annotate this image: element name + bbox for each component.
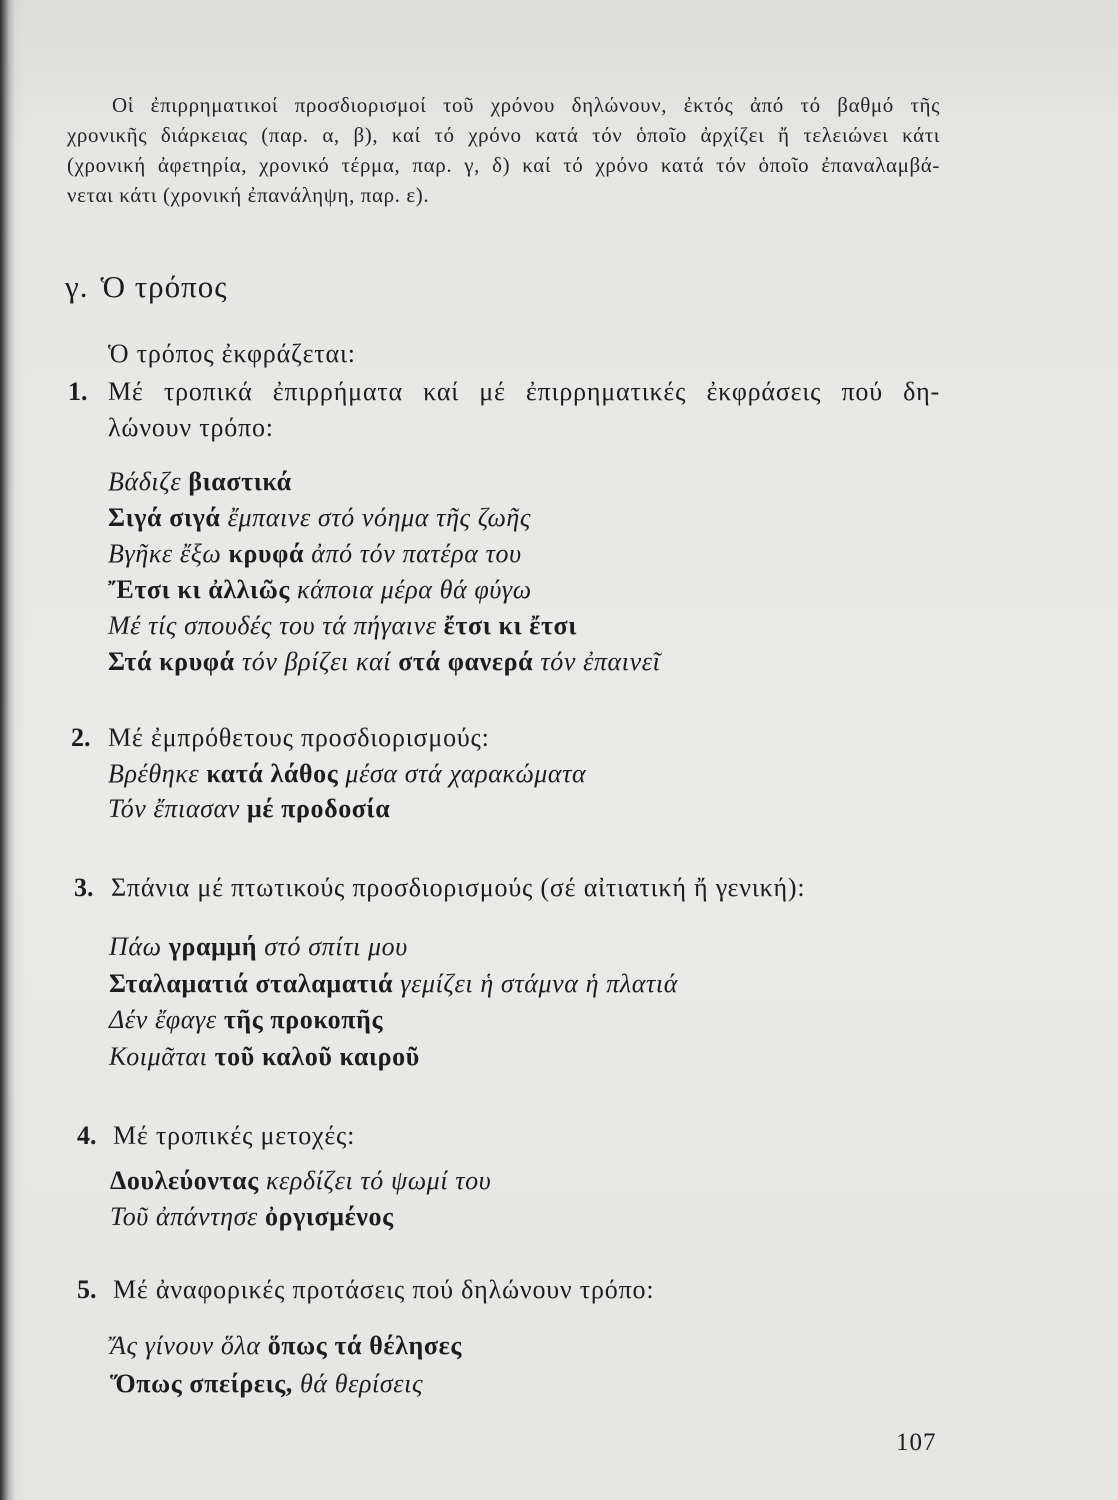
example-list-3 — [109, 929, 1009, 1076]
intro-line — [67, 180, 940, 210]
example-bold-run: τοῦ καλοῦ καιροῦ — [214, 1042, 420, 1072]
example-line — [108, 464, 1008, 500]
example-bold-run: Σιγά σιγά — [108, 503, 221, 532]
item-text-line — [111, 870, 931, 906]
example-bold-run: Δουλεύοντας — [110, 1166, 259, 1195]
example-sentence — [110, 1331, 462, 1360]
example-line — [109, 1039, 1009, 1076]
example-list-4 — [110, 1163, 1010, 1235]
example-line — [108, 756, 1008, 791]
item-text-line-text: Μέ τροπικά ἐπιρρήματα καί μέ ἐπιρρηματικές ἐκφράσεις πού δη- — [108, 377, 940, 406]
example-bold-run: Ὅπως σπείρεις, — [110, 1369, 293, 1398]
intro-line — [67, 120, 940, 150]
example-bold-run: Ἔτσι κι ἀλλιῶς — [108, 575, 290, 604]
example-sentence — [108, 467, 292, 496]
example-bold-run: βιαστικά — [188, 467, 292, 496]
item-text-line-text: Μέ ἀναφορικές προτάσεις πού δηλώνουν τρόπο: — [113, 1275, 655, 1304]
example-italic-run: Μέ τίς σπουδές του τά πήγαινε — [108, 611, 444, 640]
example-italic-run: Κοιμᾶται — [109, 1042, 215, 1072]
item-text-line — [108, 374, 940, 410]
example-sentence — [109, 969, 678, 998]
item-number: 3. — [74, 873, 94, 902]
item-text-line-text: Μέ τροπικές μετοχές: — [113, 1121, 356, 1150]
example-italic-run: Βγῆκε ἔξω — [108, 539, 229, 568]
example-bold-run: Σταλαματιά σταλαματιά — [109, 968, 394, 998]
example-sentence — [109, 1005, 383, 1034]
example-italic-run: κερδίζει τό ψωμί του — [258, 1166, 492, 1195]
example-list-5 — [110, 1327, 1010, 1403]
item-text — [113, 1272, 933, 1308]
example-line — [110, 1199, 1010, 1235]
item-text — [108, 374, 940, 446]
item-text — [108, 720, 940, 756]
example-line — [109, 966, 1009, 1003]
section-title: Ὁ τρόπος — [100, 269, 228, 304]
example-bold-run: κατά λάθος — [206, 759, 339, 788]
item-text-line-text: λώνουν τρόπο: — [108, 413, 274, 442]
section-lead-line — [108, 336, 808, 372]
item-number: 4. — [77, 1121, 97, 1150]
list-item-1 — [0, 374, 1118, 446]
item-number: 1. — [68, 377, 88, 406]
example-italic-run: θά θερίσεις — [292, 1369, 424, 1398]
example-line — [110, 1163, 1010, 1199]
example-bold-run: μέ προδοσία — [247, 794, 391, 823]
example-bold-run: Στά κρυφά — [108, 647, 235, 676]
example-italic-run: Βρέθηκε — [108, 759, 207, 788]
example-sentence — [109, 1042, 420, 1071]
intro-line-text: Οἱ ἐπιρρηματικοί προσδιορισμοί τοῦ χρόνου δηλώνουν, ἐκτός ἀπό τό βαθμό τῆς — [112, 93, 940, 117]
example-italic-run: ἀπό τόν πατέρα του — [304, 539, 522, 568]
example-sentence — [108, 611, 577, 640]
example-bold-run: γραμμή — [168, 932, 258, 961]
example-line — [109, 1002, 1009, 1039]
section-lead-text: Ὁ τρόπος ἐκφράζεται: — [108, 339, 356, 368]
example-italic-run: κάποια μέρα θά φύγω — [289, 575, 532, 604]
item-text-line — [108, 720, 940, 756]
example-list-2 — [108, 756, 1008, 826]
item-text-line — [108, 410, 940, 446]
example-italic-run: Πάω — [109, 932, 169, 961]
example-bold-run: ὅπως τά θέλησες — [267, 1331, 462, 1360]
item-text-line — [113, 1118, 933, 1154]
item-text-line-text: Σπάνια μέ πτωτικούς προσδιορισμούς (σέ αἰτιατική ἤ γενική): — [111, 873, 806, 902]
example-sentence — [110, 1202, 394, 1231]
example-line — [108, 500, 1008, 536]
example-line — [108, 572, 1008, 608]
example-italic-run: Βάδιζε — [108, 467, 189, 496]
example-italic-run: τόν ἐπαινεῖ — [533, 647, 661, 676]
example-sentence — [108, 759, 586, 788]
item-text — [113, 1118, 933, 1154]
intro-paragraph — [67, 90, 940, 210]
example-bold-run: ὀργισμένος — [264, 1202, 394, 1231]
example-italic-run: Ἄς γίνουν ὅλα — [110, 1331, 268, 1360]
example-italic-run: Τοῦ ἀπάντησε — [110, 1202, 265, 1231]
intro-line — [67, 150, 940, 180]
example-line — [108, 536, 1008, 572]
example-sentence — [108, 575, 532, 604]
example-line — [108, 608, 1008, 644]
page-number: 107 — [896, 1429, 937, 1456]
example-italic-run: ἔμπαινε στό νόημα τῆς ζωῆς — [220, 503, 532, 532]
section-heading — [65, 267, 485, 307]
example-line — [108, 644, 1008, 680]
intro-line-text: χρονικῆς διάρκειας (παρ. α, β), καί τό χρόνο κατά τόν ὁποῖο ἀρχίζει ἤ τελειώνει κάτι — [67, 123, 940, 147]
item-text-line — [113, 1272, 933, 1308]
item-text-line-text: Μέ ἐμπρόθετους προσδιορισμούς: — [108, 723, 490, 752]
intro-line-text: νεται κάτι (χρονική ἐπανάληψη, παρ. ε). — [67, 183, 430, 207]
example-sentence — [109, 932, 408, 961]
section-lead — [108, 336, 808, 372]
item-number: 2. — [71, 723, 91, 752]
example-line — [108, 791, 1008, 826]
example-sentence — [108, 794, 390, 823]
example-sentence — [108, 503, 531, 532]
example-bold-run: ἔτσι κι ἔτσι — [443, 611, 577, 640]
example-line — [110, 1327, 1010, 1365]
item-text — [111, 870, 931, 906]
example-italic-run: τόν βρίζει καί — [234, 647, 399, 676]
example-bold-run: κρυφά — [228, 539, 305, 568]
example-sentence — [108, 539, 522, 568]
example-italic-run: Τόν ἔπιασαν — [108, 794, 247, 823]
example-list-1 — [108, 464, 1008, 680]
example-bold-run: στά φανερά — [398, 647, 534, 676]
intro-line — [67, 90, 940, 120]
example-bold-run: τῆς προκοπῆς — [223, 1005, 384, 1035]
example-sentence — [108, 647, 660, 676]
example-italic-run: στό σπίτι μου — [257, 932, 408, 961]
example-italic-run: μέσα στά χαρακώματα — [338, 759, 587, 788]
example-italic-run: Δέν ἔφαγε — [109, 1005, 224, 1035]
example-line — [110, 1365, 1010, 1403]
item-number: 5. — [77, 1275, 97, 1304]
example-italic-run: γεμίζει ἡ στάμνα ἡ πλατιά — [393, 968, 678, 998]
example-line — [109, 929, 1009, 966]
example-sentence — [110, 1166, 491, 1195]
section-letter: γ. — [65, 269, 89, 304]
example-sentence — [110, 1369, 423, 1398]
intro-line-text: (χρονική ἀφετηρία, χρονικό τέρμα, παρ. γ, δ) καί τό χρόνο κατά τόν ὁποῖο ἐπαναλαμβά- — [67, 153, 940, 177]
